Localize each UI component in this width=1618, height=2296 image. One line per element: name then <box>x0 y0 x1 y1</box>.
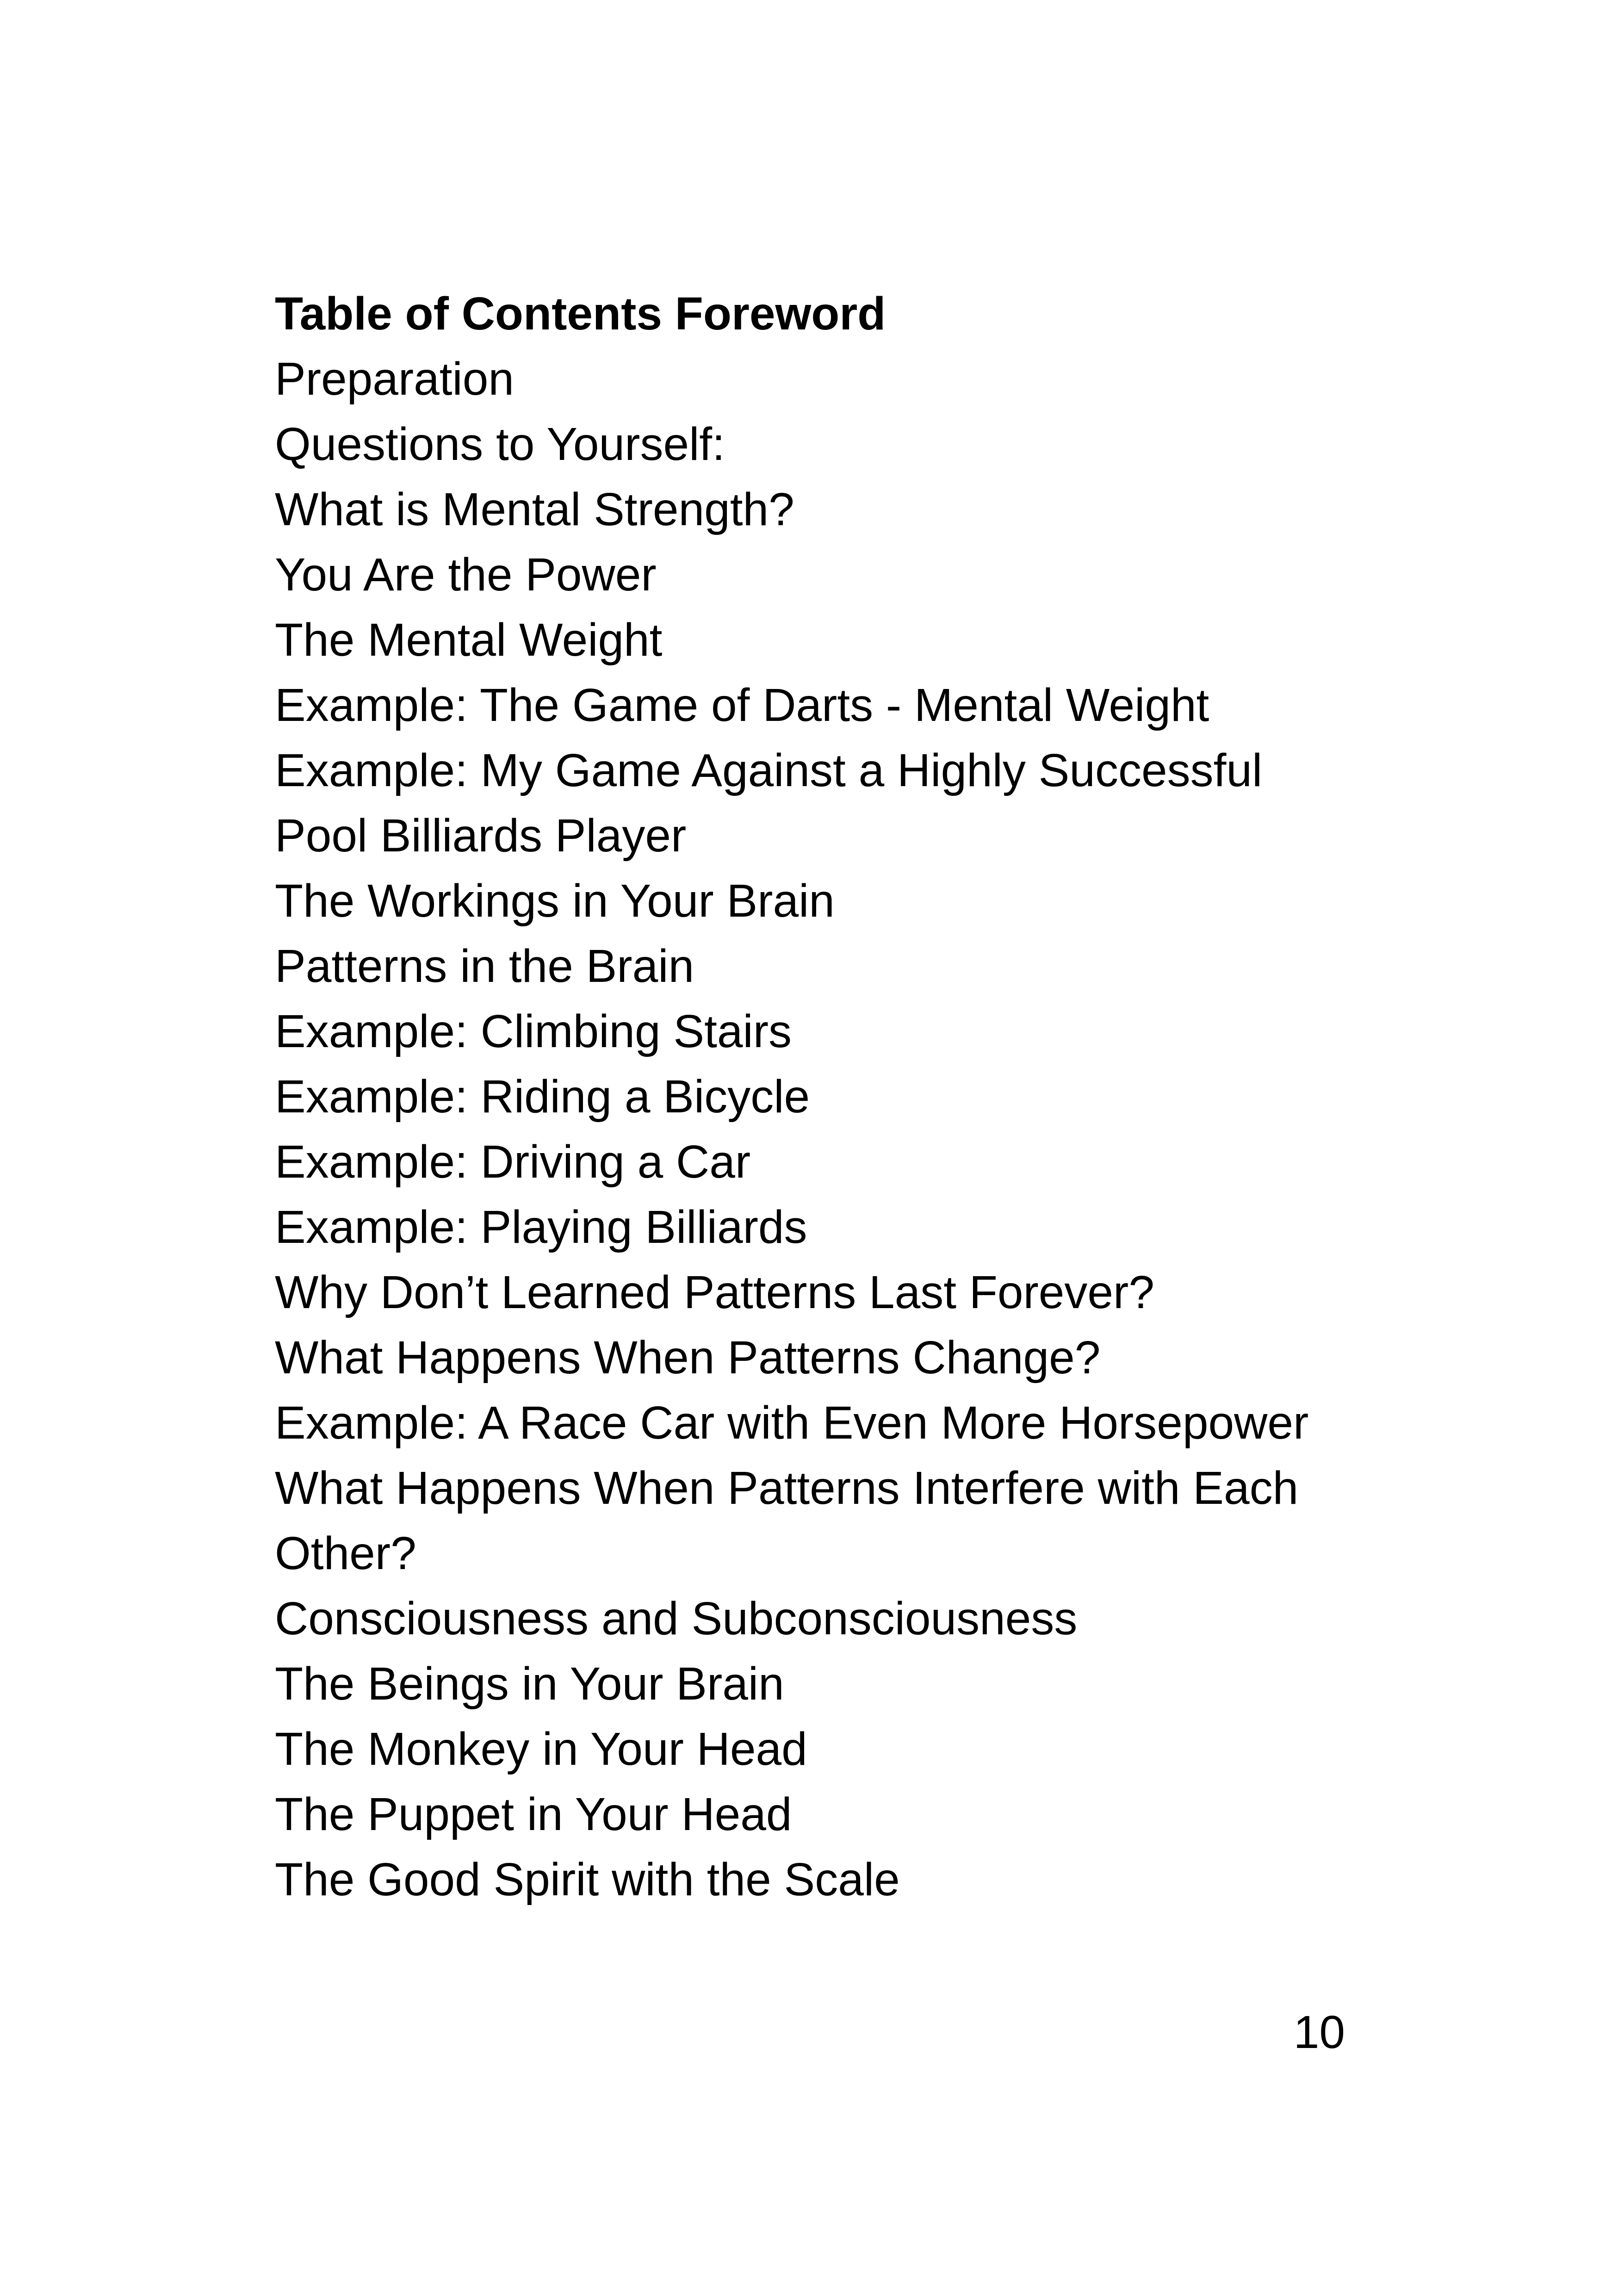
toc-entry: Example: My Game Against a Highly Successful <box>275 745 1263 796</box>
toc-entry: Example: A Race Car with Even More Horsepower <box>275 1397 1309 1449</box>
toc-entry: Example: Playing Billiards <box>275 1201 807 1253</box>
toc-heading: Table of Contents Foreword <box>275 288 886 340</box>
toc-entry: Questions to Yourself: <box>275 418 725 470</box>
toc-entry: Preparation <box>275 353 514 405</box>
toc-entry: What Happens When Patterns Change? <box>275 1332 1101 1384</box>
toc-entry: The Beings in Your Brain <box>275 1658 784 1710</box>
toc-entry: Example: The Game of Darts - Mental Weight <box>275 679 1209 731</box>
toc-entry: What Happens When Patterns Interfere with Each <box>275 1462 1299 1514</box>
toc-entry: Example: Driving a Car <box>275 1136 751 1188</box>
toc-entry: Example: Riding a Bicycle <box>275 1071 810 1123</box>
toc-entry: Example: Climbing Stairs <box>275 1005 792 1057</box>
toc-entry: The Good Spirit with the Scale <box>275 1854 900 1905</box>
toc-entry: You Are the Power <box>275 549 657 601</box>
toc-entry: Why Don’t Learned Patterns Last Forever? <box>275 1266 1154 1318</box>
toc-entry: The Monkey in Your Head <box>275 1723 807 1775</box>
toc-entry: What is Mental Strength? <box>275 484 794 535</box>
table-of-contents <box>275 281 1478 1912</box>
toc-entry: Consciousness and Subconsciousness <box>275 1593 1078 1644</box>
toc-entry: The Mental Weight <box>275 614 663 666</box>
page-number: 10 <box>1293 2006 1345 2058</box>
toc-entry: The Workings in Your Brain <box>275 875 835 927</box>
toc-entry-continuation: Pool Billiards Player <box>275 810 687 862</box>
toc-entry: The Puppet in Your Head <box>275 1788 792 1840</box>
toc-entry: Patterns in the Brain <box>275 940 694 992</box>
toc-entry-continuation: Other? <box>275 1527 416 1579</box>
